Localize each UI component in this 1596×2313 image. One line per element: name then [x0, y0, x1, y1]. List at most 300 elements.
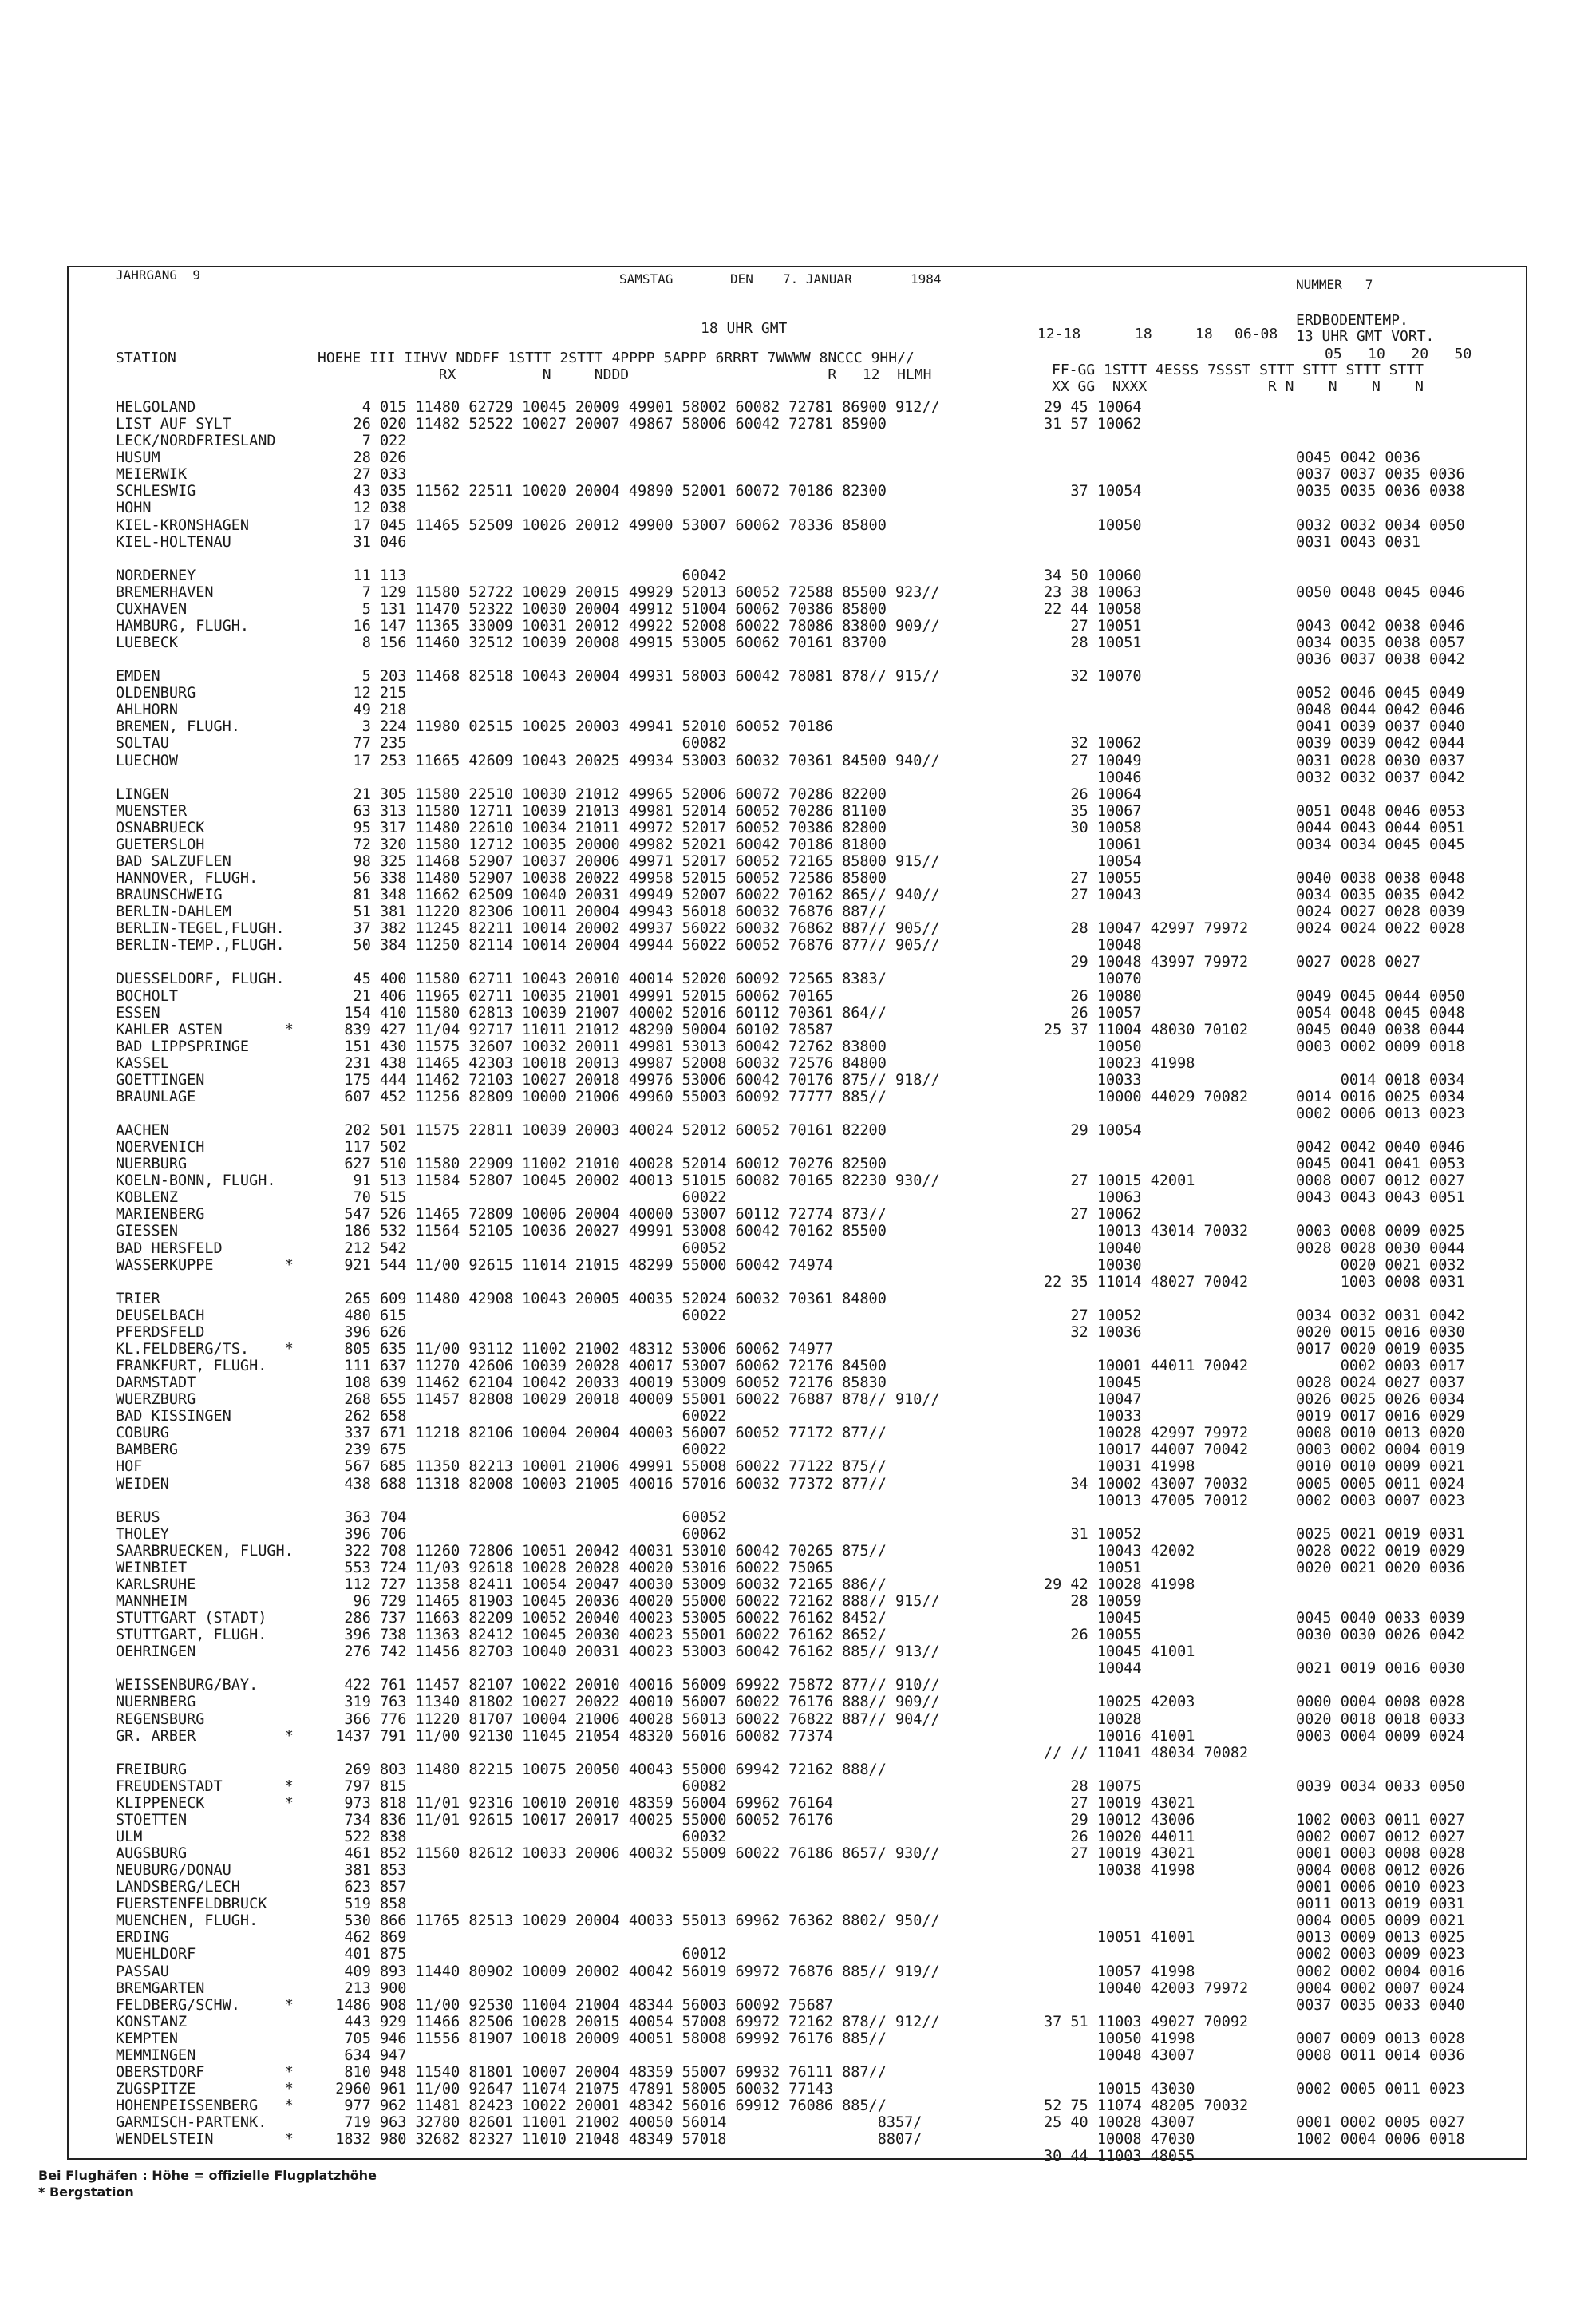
soil-temperatures: 0002 0003 0017 [1296, 1358, 1465, 1374]
table-row [0, 1341, 1596, 1358]
extra-values: 32 10036 [1044, 1323, 1142, 1341]
soil-temperatures: 0032 0032 0034 0050 [1296, 516, 1465, 534]
extra-values: 10045 [1044, 1610, 1142, 1627]
station-name: KL.FELDBERG/TS. * [116, 1340, 294, 1358]
soil-temperatures: 0014 0018 0034 [1296, 1071, 1465, 1089]
table-row [0, 1593, 1596, 1610]
soil-temperatures: 0039 0034 0033 0050 [1296, 1777, 1465, 1795]
table-row [0, 1879, 1596, 1896]
soil-temperatures: 0036 0037 0038 0042 [1296, 651, 1465, 668]
station-name: MEMMINGEN [116, 2046, 196, 2064]
table-row [0, 1493, 1596, 1509]
table-row [0, 584, 1596, 601]
table-row [0, 567, 1596, 584]
table-row [0, 1963, 1596, 1980]
station-name: STUTTGART (STADT) [116, 1610, 267, 1627]
table-row [0, 1728, 1596, 1745]
station-name: AACHEN [116, 1122, 169, 1139]
soil-temperatures: 0032 0032 0037 0042 [1296, 769, 1465, 786]
observation-values: 111 637 11270 42606 10039 20028 40017 53007 60062 72176 84500 [318, 1358, 887, 1374]
table-row [0, 1072, 1596, 1089]
soil-temperatures: 0004 0002 0007 0024 [1296, 1979, 1465, 1997]
table-row [0, 1929, 1596, 1946]
table-row [0, 1845, 1596, 1862]
issue-number: NUMMER 7 [1296, 277, 1373, 292]
table-row [0, 1543, 1596, 1560]
table-row [0, 483, 1596, 500]
station-name: OSNABRUECK [116, 819, 205, 836]
soil-temperatures: 0034 0035 0038 0057 [1296, 635, 1465, 651]
extra-values: 10025 42003 [1044, 1694, 1195, 1711]
observation-values: 8 156 11460 32512 10039 20008 49915 53005 60062 70161 83700 [318, 635, 887, 651]
table-row [0, 870, 1596, 887]
station-name: LECK/NORDFRIESLAND [116, 433, 276, 450]
table-row [0, 2131, 1596, 2148]
extra-values: 22 35 11014 48027 70042 [1044, 1273, 1249, 1291]
extra-values: 10030 [1044, 1256, 1142, 1274]
table-row [0, 1997, 1596, 2014]
right-columns-heading: FF-GG 1STTT 4ESSS 7SSST STTT STTT STTT STTT [1052, 362, 1424, 378]
table-row [0, 1677, 1596, 1694]
extra-values: 26 10064 [1044, 785, 1142, 803]
soil-temperatures: 0041 0039 0037 0040 [1296, 718, 1465, 736]
observation-values: 151 430 11575 32607 10032 20011 49981 53013 60042 72762 83800 [318, 1038, 887, 1055]
extra-values: 10008 47030 [1044, 2131, 1195, 2149]
observation-values: 396 626 [318, 1323, 407, 1341]
table-row [0, 2047, 1596, 2064]
table-row [0, 1458, 1596, 1475]
station-name: FELDBERG/SCHW. * [116, 1996, 294, 2014]
observation-values: 49 218 [318, 702, 407, 719]
station-name: FREUDENSTADT * [116, 1777, 294, 1795]
station-name: NUERBURG [116, 1156, 188, 1173]
soil-depths: 05 10 20 50 [1325, 346, 1472, 362]
soil-temperatures: 0025 0021 0019 0031 [1296, 1525, 1465, 1543]
extra-values: 10050 [1044, 1038, 1142, 1055]
observation-values: 1832 980 32682 82327 11010 21048 48349 57018 8807/ [318, 2131, 922, 2149]
extra-values: 10013 47005 70012 [1044, 1492, 1249, 1509]
extra-values: 27 10019 43021 [1044, 1845, 1195, 1862]
table-row [0, 651, 1596, 668]
station-name: WENDELSTEIN * [116, 2131, 294, 2149]
soil-temperatures: 0001 0006 0010 0023 [1296, 1879, 1465, 1896]
soil-temperatures: 1002 0004 0006 0018 [1296, 2131, 1465, 2149]
table-row [0, 769, 1596, 786]
observation-values: 28 026 [318, 449, 407, 467]
station-name: ESSEN [116, 1004, 160, 1022]
soil-temperatures: 0045 0040 0038 0044 [1296, 1021, 1465, 1038]
extra-values: 28 10059 [1044, 1593, 1142, 1610]
observation-values: 322 708 11260 72806 10051 20042 40031 53010 60042 70265 875// [318, 1542, 887, 1560]
table-row [0, 2114, 1596, 2131]
soil-temperatures: 0031 0028 0030 0037 [1296, 752, 1465, 769]
extra-values: 31 10052 [1044, 1525, 1142, 1543]
table-row [0, 1391, 1596, 1408]
station-name: MARIENBERG [116, 1206, 205, 1224]
station-name: BERUS [116, 1508, 160, 1526]
soil-temperatures: 0042 0042 0040 0046 [1296, 1139, 1465, 1156]
station-name: SCHLESWIG [116, 483, 196, 500]
soil-temperatures: 0052 0046 0045 0049 [1296, 685, 1465, 702]
table-row [0, 1055, 1596, 1072]
observation-values: 37 382 11245 82211 10014 20002 49937 56022 60032 76862 887// 905// [318, 920, 940, 938]
station-name: BREMERHAVEN [116, 583, 214, 601]
table-row [0, 685, 1596, 702]
station-name: REGENSBURG [116, 1710, 205, 1728]
table-row [0, 1946, 1596, 1963]
extra-values: 10031 41998 [1044, 1458, 1195, 1476]
soil-temperatures: 0005 0005 0011 0024 [1296, 1475, 1465, 1493]
extra-values: 10033 [1044, 1071, 1142, 1089]
extra-values: 35 10067 [1044, 802, 1142, 820]
table-row [0, 1829, 1596, 1845]
soil-temperatures: 0003 0002 0009 0018 [1296, 1038, 1465, 1055]
station-name: WEISSENBURG/BAY. [116, 1677, 259, 1694]
extra-values: 27 10051 [1044, 617, 1142, 635]
observation-values: 239 675 60022 [318, 1441, 727, 1459]
soil-temperatures: 0054 0048 0045 0048 [1296, 1004, 1465, 1022]
station-name: AHLHORN [116, 702, 178, 719]
station-name: HAMBURG, FLUGH. [116, 617, 250, 635]
extra-values: 10051 [1044, 1559, 1142, 1576]
observation-values: 213 900 [318, 1979, 407, 1997]
main-columns-heading: HOEHE III IIHVV NDDFF 1STTT 2STTT 4PPPP 5APPP 6RRRT 7WWWW 8NCCC 9HH// [318, 350, 915, 366]
footnote-mountain: * Bergstation [38, 2184, 134, 2200]
soil-temperatures: 0028 0024 0027 0037 [1296, 1374, 1465, 1392]
station-name: MANNHEIM [116, 1593, 188, 1610]
station-name: LIST AUF SYLT [116, 416, 231, 433]
table-row [0, 753, 1596, 769]
extra-values: 37 10054 [1044, 483, 1142, 500]
table-row [0, 433, 1596, 449]
soil-temperatures: 0021 0019 0016 0030 [1296, 1660, 1465, 1678]
table-row [0, 1476, 1596, 1493]
station-name: AUGSBURG [116, 1845, 188, 1862]
year-label: 1984 [911, 271, 942, 287]
station-name: OEHRINGEN [116, 1643, 196, 1661]
soil-temperatures: 0044 0043 0044 0051 [1296, 819, 1465, 836]
soil-temperatures: 0004 0008 0012 0026 [1296, 1862, 1465, 1880]
extra-values: 27 10019 43021 [1044, 1794, 1195, 1812]
station-name: LANDSBERG/LECH [116, 1879, 240, 1896]
soil-temperatures: 0031 0043 0031 [1296, 533, 1420, 551]
station-name: DUESSELDORF, FLUGH. [116, 971, 285, 988]
station-name: HOHN [116, 500, 152, 517]
station-name: ERDING [116, 1929, 169, 1947]
observation-values: 95 317 11480 22610 10034 21011 49972 52017 60052 70386 82800 [318, 819, 887, 836]
observation-values: 21 406 11965 02711 10035 21001 49991 52015 60062 70165 [318, 987, 834, 1005]
table-row [0, 1812, 1596, 1829]
table-row [0, 534, 1596, 551]
soil-temperatures: 0002 0003 0009 0023 [1296, 1946, 1465, 1963]
soil-temperatures: 0020 0018 0018 0033 [1296, 1710, 1465, 1728]
station-name: LINGEN [116, 785, 169, 803]
observation-values: 98 325 11468 52907 10037 20006 49971 52017 60052 72165 85800 915// [318, 852, 940, 870]
station-name: DARMSTADT [116, 1374, 196, 1392]
station-name: NORDERNEY [116, 567, 196, 584]
soil-temperatures: 0003 0002 0004 0019 [1296, 1441, 1465, 1459]
observation-values: 16 147 11365 33009 10031 20012 49922 52008 60022 78086 83800 909// [318, 617, 940, 635]
soil-temp-heading: ERDBODENTEMP. [1296, 312, 1408, 329]
observation-values: 409 893 11440 80902 10009 20002 40042 56019 69972 76876 885// 919// [318, 1963, 940, 1980]
soil-temperatures: 0007 0009 0013 0028 [1296, 2030, 1465, 2047]
station-name: THOLEY [116, 1525, 169, 1543]
soil-temperatures: 0024 0024 0022 0028 [1296, 920, 1465, 938]
table-row [0, 668, 1596, 685]
extra-values: 26 10080 [1044, 987, 1142, 1005]
station-name: KEMPTEN [116, 2030, 178, 2047]
observation-values: 2960 961 11/00 92647 11074 21075 47891 58005 60032 77143 [318, 2081, 834, 2098]
table-row [0, 887, 1596, 903]
observation-values: 1437 791 11/00 92130 11045 21054 48320 56016 60082 77374 [318, 1727, 834, 1745]
table-row [0, 920, 1596, 937]
table-row [0, 1089, 1596, 1105]
soil-temperatures: 0049 0045 0044 0050 [1296, 987, 1465, 1005]
table-row [0, 1912, 1596, 1929]
observation-values: 567 685 11350 82213 10001 21006 49991 55008 60022 77122 875// [318, 1458, 887, 1476]
station-name: BAD KISSINGEN [116, 1408, 231, 1425]
table-row [0, 1896, 1596, 1912]
extra-values: 10001 44011 70042 [1044, 1358, 1249, 1374]
extra-values: 30 44 11003 48055 [1044, 2148, 1195, 2165]
observation-values: 26 020 11482 52522 10027 20007 49867 58006 60042 72781 85900 [318, 416, 887, 433]
observation-values: 231 438 11465 42303 10018 20013 49987 52008 60032 72576 84800 [318, 1054, 887, 1072]
table-row [0, 500, 1596, 516]
soil-temperatures: 0037 0035 0033 0040 [1296, 1996, 1465, 2014]
observation-values: 77 235 60082 [318, 735, 727, 753]
table-row [0, 971, 1596, 987]
station-name: KONSTANZ [116, 2013, 188, 2030]
observation-values: 530 866 11765 82513 10029 20004 40033 55013 69962 76362 8802/ 950// [318, 1912, 940, 1930]
table-row [0, 2064, 1596, 2081]
station-name: BAD LIPPSPRINGE [116, 1038, 250, 1055]
soil-temperatures: 0002 0002 0004 0016 [1296, 1963, 1465, 1980]
soil-temperatures: 0002 0006 0013 0023 [1296, 1105, 1465, 1122]
extra-values: 27 10055 [1044, 870, 1142, 887]
station-name: GIESSEN [116, 1223, 178, 1240]
station-name: ZUGSPITZE * [116, 2081, 294, 2098]
station-name: PFERDSFELD [116, 1323, 205, 1341]
observation-values: 108 639 11462 62104 10042 20033 40019 53009 60052 72176 85830 [318, 1374, 887, 1392]
extra-values: 10040 42003 79972 [1044, 1979, 1249, 1997]
observation-values: 973 818 11/01 92316 10010 20010 48359 56004 69962 76164 [318, 1794, 834, 1812]
station-name: KIEL-KRONSHAGEN [116, 516, 250, 534]
table-row [0, 1643, 1596, 1660]
table-row [0, 1189, 1596, 1206]
station-name: BERLIN-TEGEL,FLUGH. [116, 920, 285, 938]
table-row [0, 937, 1596, 954]
observation-values: 519 858 [318, 1896, 407, 1913]
table-row [0, 416, 1596, 433]
observation-values: 50 384 11250 82114 10014 20004 49944 56022 60052 76876 877// 905// [318, 937, 940, 955]
observation-values: 337 671 11218 82106 10004 20004 40003 56007 60052 77172 877// [318, 1425, 887, 1442]
station-name: KIEL-HOLTENAU [116, 533, 231, 551]
extra-values: 25 40 10028 43007 [1044, 2114, 1195, 2132]
table-row [0, 1307, 1596, 1324]
soil-temperatures: 0003 0004 0009 0024 [1296, 1727, 1465, 1745]
extra-values: 10057 41998 [1044, 1963, 1195, 1980]
soil-temperatures: 0010 0010 0009 0021 [1296, 1458, 1465, 1476]
observation-values: 734 836 11/01 92615 10017 20017 40025 55000 60052 76176 [318, 1811, 834, 1829]
extra-values: 10054 [1044, 852, 1142, 870]
observation-values: 27 033 [318, 466, 407, 484]
observation-values: 51 381 11220 82306 10011 20004 49943 56018 60032 76876 887// [318, 903, 887, 921]
station-name: BAMBERG [116, 1441, 178, 1459]
observation-values: 921 544 11/00 92615 11014 21015 48299 55000 60042 74974 [318, 1256, 834, 1274]
soil-temperatures: 0051 0048 0046 0053 [1296, 802, 1465, 820]
observation-values: 202 501 11575 22811 10039 20003 40024 52012 60052 70161 82200 [318, 1122, 887, 1139]
station-name: FRANKFURT, FLUGH. [116, 1358, 267, 1374]
soil-temperatures: 0039 0039 0042 0044 [1296, 735, 1465, 753]
table-row [0, 1795, 1596, 1812]
table-row [0, 803, 1596, 820]
observation-values: 553 724 11/03 92618 10028 20028 40020 53016 60022 75065 [318, 1559, 834, 1576]
table-row [0, 1745, 1596, 1761]
soil-temperatures: 0002 0003 0007 0023 [1296, 1492, 1465, 1509]
table-row [0, 2098, 1596, 2114]
table-row [0, 1005, 1596, 1022]
soil-temperatures: 0014 0016 0025 0034 [1296, 1088, 1465, 1105]
table-row [0, 1980, 1596, 1997]
observation-values: 11 113 60042 [318, 567, 727, 584]
station-name: GR. ARBER * [116, 1727, 294, 1745]
soil-temperatures: 1003 0008 0031 [1296, 1273, 1465, 1291]
extra-values: 10047 [1044, 1391, 1142, 1409]
hour-heading-1: 18 [1135, 326, 1152, 342]
observation-values: 839 427 11/04 92717 11011 21012 48290 50004 60102 78587 [318, 1021, 834, 1038]
station-name: PASSAU [116, 1963, 169, 1980]
extra-values: 10013 43014 70032 [1044, 1223, 1249, 1240]
table-row [0, 1408, 1596, 1425]
station-name: KLIPPENECK * [116, 1794, 294, 1812]
observation-values: 56 338 11480 52907 10038 20022 49958 52015 60052 72586 85800 [318, 870, 887, 887]
soil-temperatures: 0034 0034 0045 0045 [1296, 836, 1465, 853]
table-row [0, 1627, 1596, 1643]
observation-values: 269 803 11480 82215 10075 20050 40043 55000 69942 72162 888// [318, 1761, 887, 1778]
observation-values: 5 203 11468 82518 10043 20004 49931 58003 60042 78081 878// 915// [318, 668, 940, 686]
extra-values: 29 42 10028 41998 [1044, 1576, 1195, 1593]
extra-values: 27 10062 [1044, 1206, 1142, 1224]
table-row [0, 1122, 1596, 1139]
station-name: NUERNBERG [116, 1694, 196, 1711]
table-row [0, 517, 1596, 534]
ff-period-heading: 12-18 [1037, 326, 1081, 342]
period-heading: 06-08 [1235, 326, 1278, 342]
table-row [0, 1324, 1596, 1341]
soil-temperatures: 0003 0008 0009 0025 [1296, 1223, 1465, 1240]
table-row [0, 1526, 1596, 1543]
extra-values: 10050 [1044, 516, 1142, 534]
extra-values: 23 38 10063 [1044, 583, 1142, 601]
table-row [0, 1660, 1596, 1677]
extra-values: 25 37 11004 48030 70102 [1044, 1021, 1249, 1038]
observation-values: 805 635 11/00 93112 11002 21002 48312 53006 60062 74977 [318, 1340, 834, 1358]
table-row [0, 1374, 1596, 1391]
table-row [0, 820, 1596, 836]
observation-values: 265 609 11480 42908 10043 20005 40035 52024 60032 70361 84800 [318, 1290, 887, 1307]
soil-temperatures: 0020 0021 0020 0036 [1296, 1559, 1465, 1576]
observation-values: 45 400 11580 62711 10043 20010 40014 52020 60092 72565 8383/ [318, 971, 887, 988]
table-row [0, 1274, 1596, 1291]
table-row [0, 551, 1596, 567]
table-row [0, 1105, 1596, 1122]
soil-temperatures: 0034 0032 0031 0042 [1296, 1307, 1465, 1324]
extra-values: 10045 [1044, 1374, 1142, 1392]
station-name: GOETTINGEN [116, 1071, 205, 1089]
extra-values: 10040 [1044, 1240, 1142, 1257]
observation-values: 7 022 [318, 433, 407, 450]
soil-temperatures: 0017 0020 0019 0035 [1296, 1340, 1465, 1358]
hour-heading-2: 18 [1195, 326, 1213, 342]
soil-temperatures: 0013 0009 0013 0025 [1296, 1929, 1465, 1947]
extra-values: 30 10058 [1044, 819, 1142, 836]
extra-values: 29 45 10064 [1044, 399, 1142, 416]
observation-values: 276 742 11456 82703 10040 20031 40023 53003 60042 76162 885// 913// [318, 1643, 940, 1661]
station-name: WASSERKUPPE * [116, 1256, 294, 1274]
soil-temperatures: 0034 0035 0035 0042 [1296, 887, 1465, 903]
extra-values: 10043 42002 [1044, 1542, 1195, 1560]
table-row [0, 601, 1596, 618]
extra-values: // // 11041 48034 70082 [1044, 1744, 1249, 1761]
table-row [0, 702, 1596, 718]
observation-values: 286 737 11663 82209 10052 20040 40023 53005 60022 76162 8452/ [318, 1610, 887, 1627]
table-row [0, 466, 1596, 483]
station-name: GARMISCH-PARTENK. [116, 2114, 267, 2132]
extra-values: 10044 [1044, 1660, 1142, 1678]
station-name: ULM [116, 1828, 143, 1845]
station-name: HOHENPEISSENBERG * [116, 2098, 294, 2115]
extra-values: 10038 41998 [1044, 1862, 1195, 1880]
observation-values: 186 532 11564 52105 10036 20027 49991 53008 60042 70162 85500 [318, 1223, 887, 1240]
station-name: MUENCHEN, FLUGH. [116, 1912, 259, 1930]
station-name: KOBLENZ [116, 1189, 178, 1207]
observation-values: 12 038 [318, 500, 407, 517]
observation-values: 112 727 11358 82411 10054 20047 40030 53009 60032 72165 886// [318, 1576, 887, 1593]
station-name: GUETERSLOH [116, 836, 205, 853]
extra-values: 37 51 11003 49027 70092 [1044, 2013, 1249, 2030]
observation-values: 63 313 11580 12711 10039 21013 49981 52014 60052 70286 81100 [318, 802, 887, 820]
extra-values: 29 10048 43997 79972 [1044, 954, 1249, 971]
table-row [0, 1291, 1596, 1307]
observation-values: 17 253 11665 42609 10043 20025 49934 53003 60032 70361 84500 940// [318, 752, 940, 769]
extra-values: 10015 43030 [1044, 2081, 1195, 2098]
soil-temperatures: 0027 0028 0027 [1296, 954, 1420, 971]
table-row [0, 718, 1596, 735]
weekday-label: SAMSTAG [619, 271, 674, 287]
soil-temperatures: 0048 0044 0042 0046 [1296, 702, 1465, 719]
station-name: DEUSELBACH [116, 1307, 205, 1324]
table-row [0, 853, 1596, 870]
station-name: KOELN-BONN, FLUGH. [116, 1172, 276, 1190]
station-heading: STATION [116, 350, 176, 366]
table-row [0, 399, 1596, 416]
station-name: BERLIN-DAHLEM [116, 903, 231, 921]
table-row [0, 1358, 1596, 1374]
extra-values: 29 10012 43006 [1044, 1811, 1195, 1829]
observation-values: 3 224 11980 02515 10025 20003 49941 52010 60052 70186 [318, 718, 834, 736]
extra-values: 28 10047 42997 79972 [1044, 920, 1249, 938]
station-name: NEUBURG/DONAU [116, 1862, 231, 1880]
station-name: HANNOVER, FLUGH. [116, 870, 259, 887]
station-name: STUTTGART, FLUGH. [116, 1627, 267, 1644]
soil-temperatures: 0035 0035 0036 0038 [1296, 483, 1465, 500]
extra-values: 27 10015 42001 [1044, 1172, 1195, 1190]
station-name: BOCHOLT [116, 987, 178, 1005]
table-row [0, 903, 1596, 920]
soil-temperatures: 0037 0037 0035 0036 [1296, 466, 1465, 484]
soil-time-heading: 13 UHR GMT VORT. [1296, 328, 1435, 345]
date-label: 7. JANUAR [783, 271, 852, 287]
